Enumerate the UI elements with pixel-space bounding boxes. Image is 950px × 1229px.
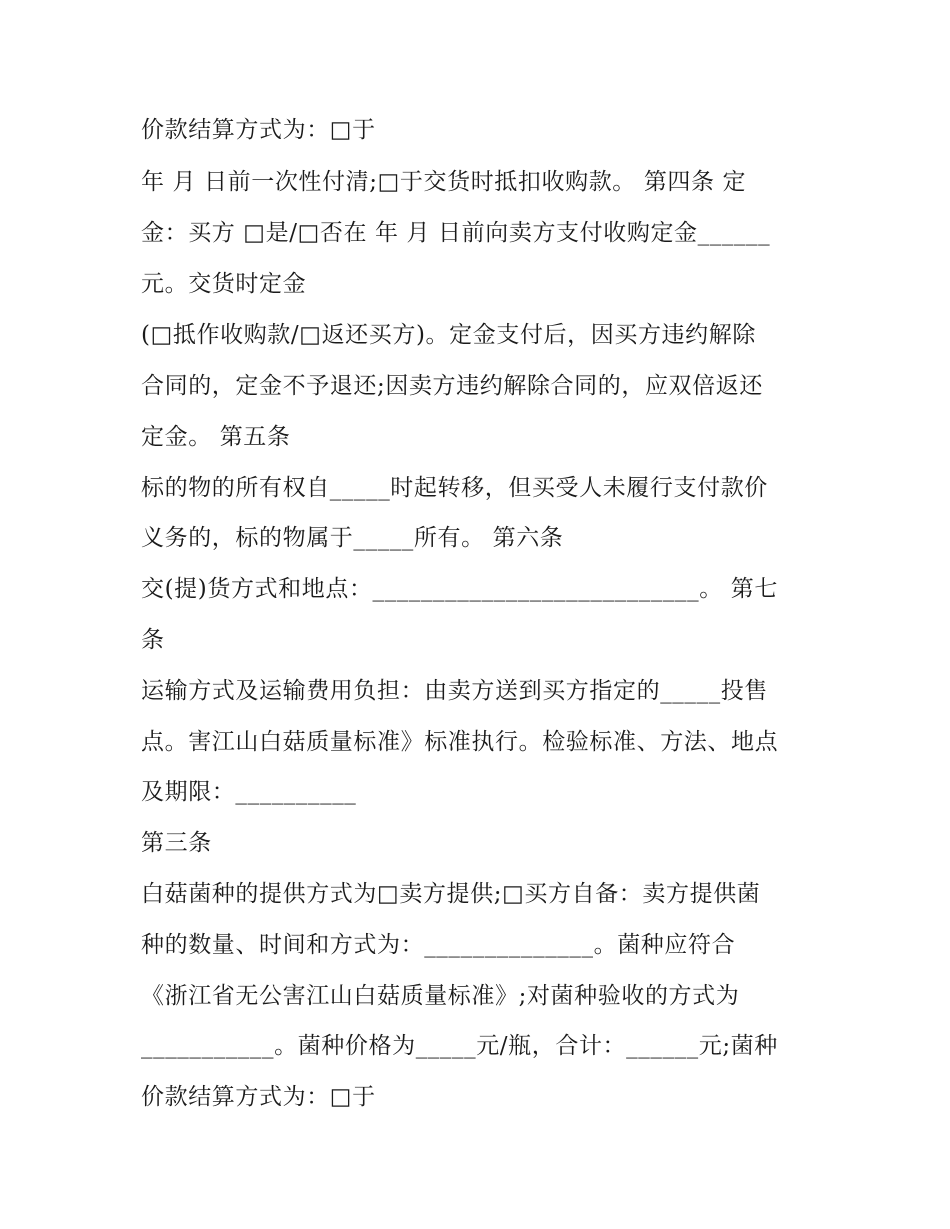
- text-line: (□抵作收购款/□返还买方)。定金支付后，因买方违约解除: [141, 322, 756, 348]
- text-line: ___________。菌种价格为_____元/瓶，合计：______元;菌种: [141, 1033, 778, 1059]
- text-line: 点。害江山白菇质量标准》标准执行。检验标准、方法、地点: [141, 729, 779, 755]
- text-line: 金：买方 □是/□否在 年 月 日前向卖方支付收购定金______: [141, 220, 771, 246]
- text-line: 年 月 日前一次性付清;□于交货时抵扣收购款。 第四条 定: [141, 169, 747, 195]
- text-line: 种的数量、时间和方式为：______________。菌种应符合: [141, 932, 736, 958]
- text-line: 交(提)货方式和地点：___________________________。 第七: [141, 576, 778, 602]
- text-line: 价款结算方式为：□于: [141, 1084, 376, 1110]
- text-line: 及期限：__________: [141, 779, 357, 805]
- text-line: 定金。 第五条: [141, 424, 291, 450]
- text-line: 合同的，定金不予退还;因卖方违约解除合同的，应双倍返还: [141, 373, 763, 399]
- text-line: 白菇菌种的提供方式为□卖方提供;□买方自备：卖方提供菌: [141, 881, 761, 907]
- text-line: 《浙江省无公害江山白菇质量标准》;对菌种验收的方式为: [141, 983, 740, 1009]
- text-line: 义务的，标的物属于_____所有。 第六条: [141, 525, 564, 551]
- text-line: 第三条: [141, 830, 212, 856]
- text-line: 标的物的所有权自_____时起转移，但买受人未履行支付款价: [141, 475, 768, 501]
- text-line: 运输方式及运输费用负担：由卖方送到买方指定的_____投售: [141, 678, 768, 704]
- text-line: 条: [141, 627, 165, 653]
- text-line: 元。交货时定金: [141, 271, 307, 297]
- text-line: 价款结算方式为：□于: [141, 117, 376, 143]
